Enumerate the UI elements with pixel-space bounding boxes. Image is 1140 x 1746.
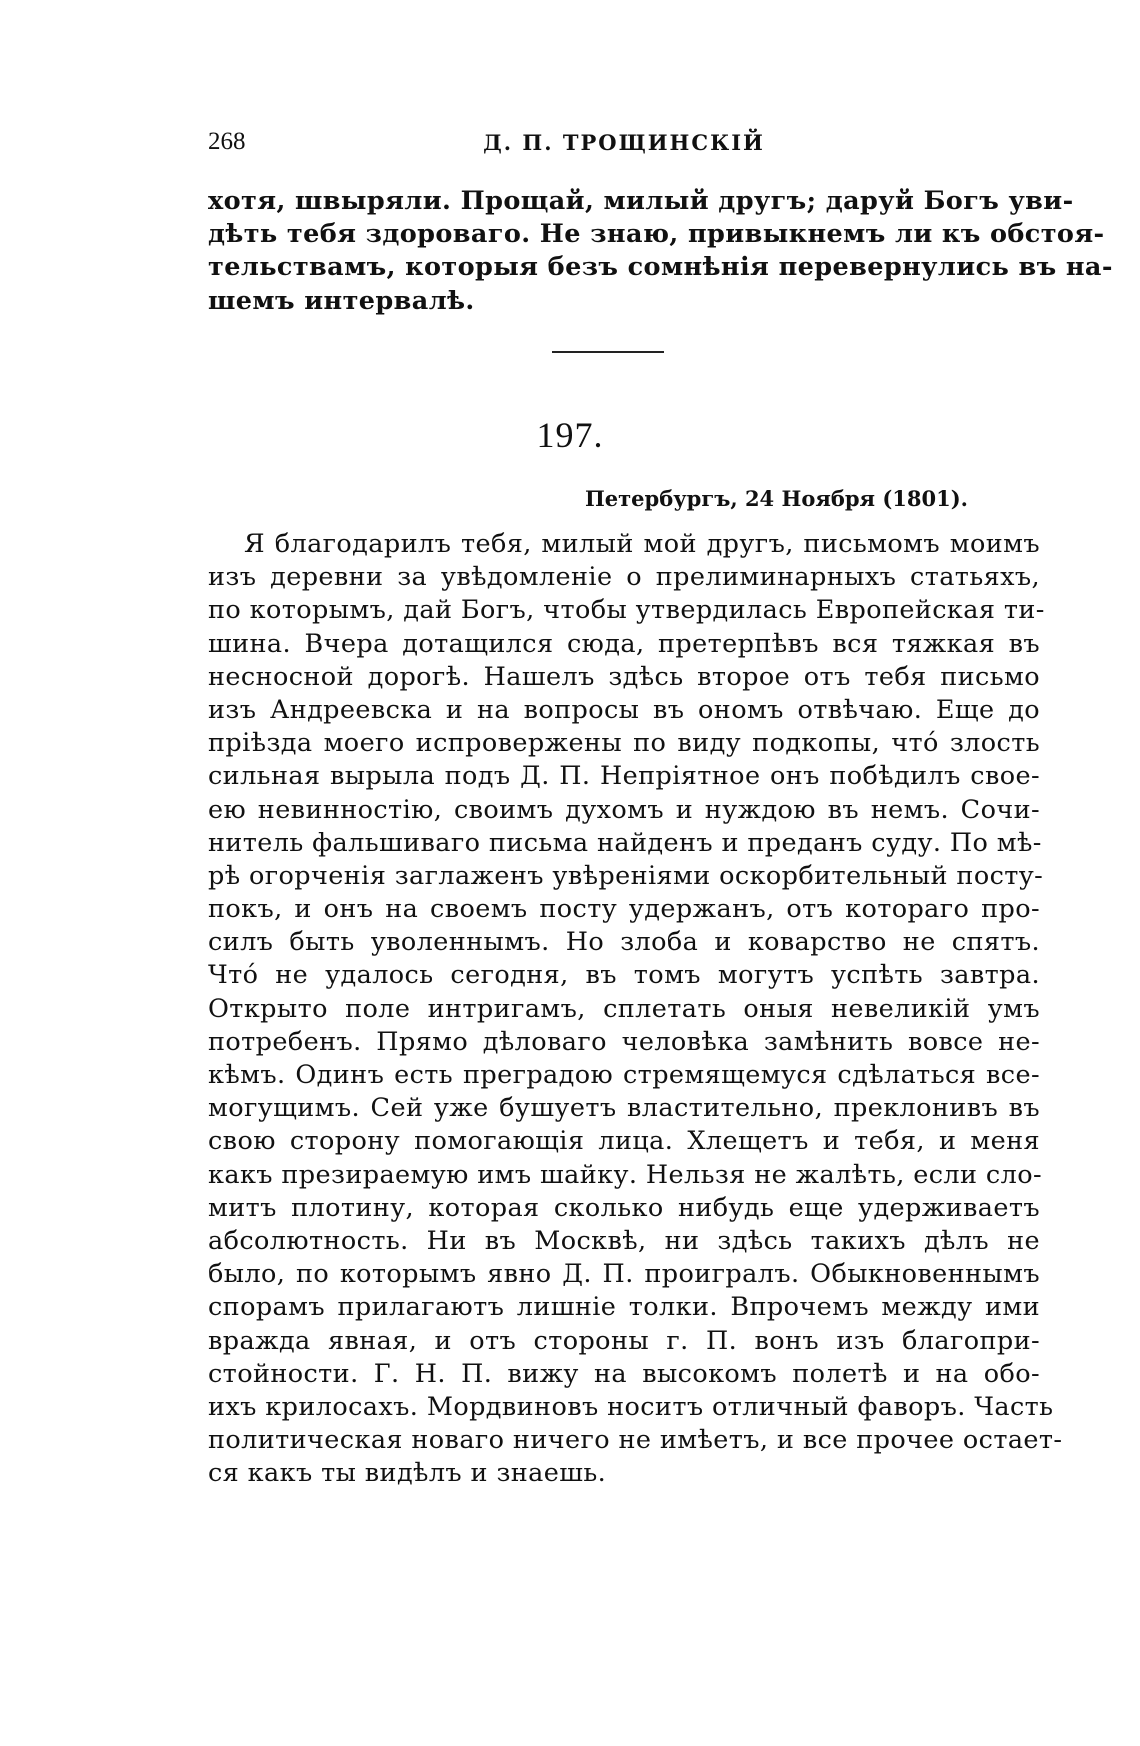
letter-number: 197. [536,415,604,455]
text-line: дѣть тебя здороваго. Не знаю, привыкнемъ ли къ обстоя- [208,219,1105,250]
text-line: сильная вырыла подъ Д. П. Непріятное онъ побѣдилъ свое- [208,761,1040,792]
text-line: силъ быть уволеннымъ. Но злоба и коварство не спятъ. [208,927,1040,958]
text-line: ихъ крилосахъ. Мордвиновъ носитъ отличный фаворъ. Часть [208,1391,1054,1422]
section-divider-rule [552,351,664,353]
text-line: нитель фальшиваго письма найденъ и преданъ суду. По мѣ- [208,827,1042,858]
page-number: 268 [208,128,246,155]
text-line: ею невинностію, своимъ духомъ и нуждою въ немъ. Сочи- [208,794,1040,825]
text-line: абсолютность. Ни въ Москвѣ, ни здѣсь такихъ дѣлъ не [208,1225,1040,1256]
text-line: Чтó не удалось сегодня, въ томъ могутъ успѣть завтра. [208,960,1040,991]
letter-dateline: Петербургъ, 24 Ноября (1801). [584,486,968,511]
page-header [208,128,1040,164]
text-line: митъ плотину, которая сколько нибудь еще удерживаетъ [208,1192,1040,1223]
text-line: хотя, швыряли. Прощай, милый другъ; даруй Богъ уви- [208,186,1074,216]
text-line: политическая новаго ничего не имѣетъ, и все прочее остает- [208,1425,1063,1456]
text-line: какъ презираемую имъ шайку. Нельзя не жалѣть, если сло- [208,1159,1042,1190]
text-line: шина. Вчера дотащился сюда, претерпѣвъ вся тяжкая въ [208,628,1040,659]
running-title: Д. П. ТРОЩИНСКІЙ [483,130,765,155]
text-line: изъ Андреевска и на вопросы въ ономъ отвѣчаю. Еще до [208,694,1040,725]
text-line: могущимъ. Сей уже бушуетъ властительно, преклонивъ въ [208,1093,1040,1124]
text-line: тельствамъ, которыя безъ сомнѣнія перевернулись въ на- [208,252,1113,283]
text-line: кѣмъ. Одинъ есть преградою стремящемуся сдѣлаться все- [208,1060,1040,1090]
text-line: свою сторону помогающія лица. Хлещетъ и тебя, и меня [208,1126,1040,1157]
text-line: рѣ огорченія заглаженъ увѣреніями оскорбительный посту- [208,860,1044,891]
text-line: по которымъ, дай Богъ, чтобы утвердилась Европейская ти- [208,595,1045,626]
text-line: стойности. Г. Н. П. вижу на высокомъ полетѣ и на обо- [208,1358,1040,1389]
text-line: несносной дорогѣ. Нашелъ здѣсь второе отъ тебя письмо [208,661,1040,692]
text-line: потребенъ. Прямо дѣловаго человѣка замѣнить вовсе не- [208,1026,1040,1057]
previous-letter-ending [208,185,1113,318]
text-line: покъ, и онъ на своемъ посту удержанъ, отъ котораго про- [208,894,1040,925]
text-line: шемъ интервалѣ. [208,285,475,316]
text-line: вражда явная, и отъ стороны г. П. вонъ изъ благопри- [208,1325,1040,1356]
letter-body [208,528,1063,1490]
text-line: ся какъ ты видѣлъ и знаешь. [208,1458,607,1489]
text-line: Открыто поле интригамъ, сплетать оныя невеликій умъ [208,993,1040,1024]
text-line: изъ деревни за увѣдомленіе о прелиминарныхъ статьяхъ, [208,562,1040,593]
text-line: спорамъ прилагаютъ лишніе толки. Впрочемъ между ими [208,1292,1040,1323]
text-line: пріѣзда моего испровержены по виду подкопы, чтó злость [208,728,1040,759]
text-line: было, по которымъ явно Д. П. проигралъ. Обыкновеннымъ [208,1259,1040,1290]
text-line: Я благодарилъ тебя, милый мой другъ, письмомъ моимъ [244,529,1040,559]
